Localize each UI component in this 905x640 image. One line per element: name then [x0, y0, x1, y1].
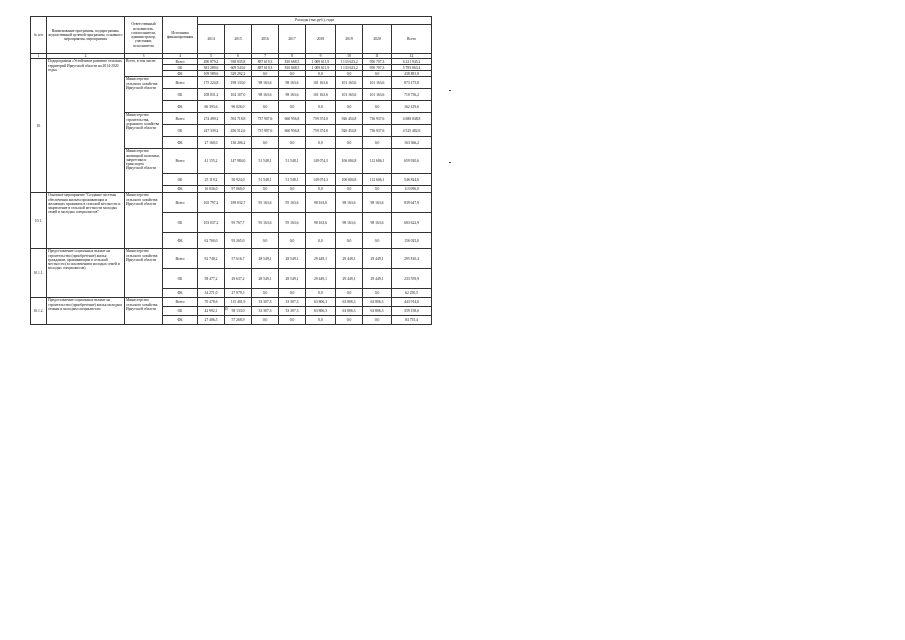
funding-source: Всего	[163, 113, 198, 125]
year-value: 28 549,1	[252, 269, 279, 289]
year-value: 0,0	[252, 71, 279, 77]
total-value: 233 559,9	[392, 269, 432, 289]
table-row	[31, 249, 432, 269]
year-value: 147 984,0	[225, 149, 252, 174]
year-value: 1 133 623,2	[336, 65, 363, 71]
year-value: 63 806,3	[363, 307, 392, 316]
year-value: 98 163,6	[336, 213, 363, 233]
year-value: 98 163,6	[279, 77, 306, 89]
year-value: 1 009 611,9	[306, 59, 336, 65]
year-value: 0,0	[306, 289, 336, 298]
year-value: 0,0	[279, 71, 306, 77]
year-value: 0,0	[363, 101, 392, 113]
year-value: 0,0	[279, 186, 306, 193]
year-value: 33 307,3	[252, 298, 279, 307]
year-value: 926 454,8	[336, 125, 363, 137]
year-value: 106 004,8	[336, 149, 363, 174]
column-number: 3	[125, 54, 163, 59]
header-year: 2016	[252, 25, 279, 54]
funding-source: Всего	[163, 193, 198, 213]
year-value: 29 449,1	[306, 249, 336, 269]
year-value: 0,0	[252, 316, 279, 325]
column-number: 9	[306, 54, 336, 59]
executor: Всего, в том числе:	[125, 59, 163, 77]
year-value: 938 835,8	[225, 59, 252, 65]
year-value: 136 206,2	[225, 137, 252, 149]
year-value: 98 163,6	[279, 89, 306, 101]
year-value: 98 163,6	[306, 213, 336, 233]
year-value: 0,0	[336, 71, 363, 77]
year-value: 165 797,2	[198, 193, 225, 213]
total-value: 443 914,0	[392, 298, 432, 307]
total-value: 873 175,8	[392, 77, 432, 89]
header-executor: Ответственный исполнитель, соисполнители, администратор, участники, исполнители	[125, 17, 163, 54]
year-value: 0,0	[279, 316, 306, 325]
year-value: 95 163,6	[252, 213, 279, 233]
total-value: 839 647,9	[392, 193, 432, 213]
item-number: 10.1.2.	[31, 298, 47, 325]
budget-table	[30, 16, 432, 325]
year-value: 101 163,6	[363, 77, 392, 89]
funding-source: ФБ	[163, 101, 198, 113]
total-value: 359 158,6	[392, 307, 432, 316]
year-value: 247 339,2	[198, 125, 225, 137]
column-number: 4	[163, 54, 198, 59]
funding-source: Всего	[163, 77, 198, 89]
funding-source: ФБ	[163, 289, 198, 298]
year-value: 456 512,6	[225, 125, 252, 137]
funding-source: ОБ	[163, 269, 198, 289]
year-value: 33 307,3	[279, 307, 306, 316]
funding-source: ФБ	[163, 71, 198, 77]
table-row	[31, 59, 432, 65]
header-no: № п/п	[31, 17, 47, 54]
fold-mark	[449, 162, 451, 163]
year-value: 115 401,9	[225, 298, 252, 307]
year-value: 149 074,3	[306, 149, 336, 174]
year-value: 0,0	[363, 289, 392, 298]
column-number: 1	[31, 54, 47, 59]
year-value: 70 478,6	[198, 298, 225, 307]
year-value: 950 707,3	[363, 65, 392, 71]
header-year: 2015	[225, 25, 252, 54]
year-value: 92 748,2	[198, 249, 225, 269]
year-value: 98 163,6	[363, 213, 392, 233]
total-value: 4 688 848,8	[392, 113, 432, 125]
total-value: 546 824,6	[392, 174, 432, 186]
funding-source: ОБ	[163, 65, 198, 71]
year-value: 34 271,0	[198, 289, 225, 298]
year-value: 0,0	[279, 101, 306, 113]
year-value: 660 956,8	[279, 113, 306, 125]
total-value: 6 221 945,2	[392, 59, 432, 65]
year-value: 149 074,3	[306, 174, 336, 186]
year-value: 329 292,2	[225, 71, 252, 77]
year-value: 95 767,7	[225, 213, 252, 233]
year-value: 609 543,6	[225, 65, 252, 71]
year-value: 887 619,3	[252, 59, 279, 65]
year-value: 0,0	[363, 186, 392, 193]
year-value: 29 449,1	[363, 249, 392, 269]
year-value: 98 163,6	[306, 193, 336, 213]
year-value: 198 133,0	[225, 77, 252, 89]
year-value: 0,0	[279, 137, 306, 149]
year-value: 0,0	[336, 101, 363, 113]
column-number: 11	[363, 54, 392, 59]
funding-source: ОБ	[163, 307, 198, 316]
funding-source: ОБ	[163, 213, 198, 233]
year-value: 759 374,0	[306, 125, 336, 137]
year-value: 51 548,1	[279, 149, 306, 174]
funding-source: ОБ	[163, 174, 198, 186]
year-value: 175 224,8	[198, 77, 225, 89]
year-value: 0,0	[279, 233, 306, 249]
year-value: 0,0	[306, 71, 336, 77]
year-value: 592 718,8	[225, 113, 252, 125]
funding-source: ФБ	[163, 137, 198, 149]
total-value: 113 096,0	[392, 186, 432, 193]
executor: Министерство сельского хозяйства Иркутской области	[125, 77, 163, 113]
total-value: 438 881,8	[392, 71, 432, 77]
year-value: 0,0	[279, 289, 306, 298]
executor: Министерство сельского хозяйства Иркутской области	[125, 298, 163, 325]
year-value: 58 477,2	[198, 269, 225, 289]
column-number: 2	[47, 54, 125, 59]
year-value: 810 668,5	[279, 65, 306, 71]
year-value: 96 026,0	[225, 101, 252, 113]
total-value: 162 419,6	[392, 101, 432, 113]
year-value: 0,0	[306, 233, 336, 249]
year-value: 490 879,2	[198, 59, 225, 65]
header-year: 2017	[279, 25, 306, 54]
header-year: 2018	[306, 25, 336, 54]
total-value: 163 366,2	[392, 137, 432, 149]
header-year: 2014	[198, 25, 225, 54]
year-value: 51 548,1	[252, 174, 279, 186]
year-value: 63 806,3	[363, 298, 392, 307]
year-value: 63 806,3	[306, 298, 336, 307]
header-source: Источники финансирования	[163, 17, 198, 54]
fold-mark	[449, 90, 451, 91]
funding-source: Всего	[163, 298, 198, 307]
year-value: 95 163,6	[279, 213, 306, 233]
year-value: 57 268,9	[225, 316, 252, 325]
funding-source: Всего	[163, 249, 198, 269]
year-value: 101 163,6	[306, 89, 336, 101]
year-value: 28 549,1	[279, 249, 306, 269]
year-value: 0,0	[306, 137, 336, 149]
year-value: 759 374,0	[306, 113, 336, 125]
year-value: 63 806,3	[336, 298, 363, 307]
year-value: 736 937,6	[363, 125, 392, 137]
year-value: 98 163,6	[252, 89, 279, 101]
table-row	[31, 298, 432, 307]
executor: Министерство строительства, дорожного хозяйства Иркутской области	[125, 113, 163, 149]
year-value: 103 037,2	[198, 213, 225, 233]
year-value: 737 907,6	[252, 113, 279, 125]
year-value: 101 163,6	[336, 77, 363, 89]
column-number: 6	[225, 54, 252, 59]
year-value: 0,0	[306, 316, 336, 325]
year-value: 109 589,6	[198, 71, 225, 77]
executor: Министерство сельского хозяйства Иркутской области	[125, 249, 163, 298]
year-value: 27 160,0	[198, 137, 225, 149]
year-value: 29 449,1	[336, 269, 363, 289]
year-value: 736 937,6	[363, 113, 392, 125]
total-value: 156 025,0	[392, 233, 432, 249]
table-body	[31, 59, 432, 325]
total-value: 710 756,2	[392, 89, 432, 101]
year-value: 98 163,6	[363, 193, 392, 213]
year-value: 57 616,7	[225, 249, 252, 269]
year-value: 1 133 623,2	[336, 59, 363, 65]
page-number: 35	[224, 307, 228, 311]
funding-source: ФБ	[163, 316, 198, 325]
year-value: 950 707,3	[363, 59, 392, 65]
year-value: 0,0	[363, 71, 392, 77]
year-value: 0,0	[336, 233, 363, 249]
year-value: 27 979,5	[225, 289, 252, 298]
year-value: 0,0	[252, 289, 279, 298]
year-value: 101 163,6	[336, 89, 363, 101]
funding-source: Всего	[163, 59, 198, 65]
year-value: 106 004,8	[336, 174, 363, 186]
year-value: 0,0	[252, 137, 279, 149]
item-name: Основное мероприятие "Создание системы обеспечения жильем проживающих и желающих проживать в сельской местности и закрепление в сельской местности молодых семей и молодых специалистов"	[47, 193, 125, 249]
year-value: 28 549,1	[279, 269, 306, 289]
header-total: Всего	[392, 25, 432, 54]
year-value: 101 163,6	[363, 89, 392, 101]
year-value: 112 606,1	[363, 174, 392, 186]
year-value: 381 289,6	[198, 65, 225, 71]
year-value: 42 992,1	[198, 307, 225, 316]
year-value: 62 760,0	[198, 233, 225, 249]
year-value: 25 119,2	[198, 174, 225, 186]
executor: Министерство сельского хозяйства Иркутской области	[125, 193, 163, 249]
item-name: Предоставление социальных выплат на строительство (приобретение) жилья гражданам, проживающим в сельской местности (за исключением молодых семей и молодых специалистов)	[47, 249, 125, 298]
year-value: 16 036,0	[198, 186, 225, 193]
year-value: 660 956,8	[279, 125, 306, 137]
year-value: 108 831,2	[198, 89, 225, 101]
year-value: 887 619,3	[252, 65, 279, 71]
column-number: 10	[336, 54, 363, 59]
year-value: 0,0	[252, 233, 279, 249]
year-value: 63 806,3	[306, 307, 336, 316]
year-value: 737 907,6	[252, 125, 279, 137]
year-value: 28 549,1	[252, 249, 279, 269]
item-number: 10.1.	[31, 193, 47, 249]
year-value: 41 155,2	[198, 149, 225, 174]
column-number: 12	[392, 54, 432, 59]
total-value: 62 250,5	[392, 289, 432, 298]
header-name: Наименование программы, подпрограммы, ведомственной целевой программы, основного мероприятия, мероприятия	[47, 17, 125, 54]
year-value: 0,0	[252, 186, 279, 193]
total-value: 659 920,6	[392, 149, 432, 174]
year-value: 98 163,6	[252, 77, 279, 89]
header-year: 2019	[336, 25, 363, 54]
year-value: 66 393,6	[198, 101, 225, 113]
year-value: 97 060,0	[225, 186, 252, 193]
item-name: Подпрограмма «Устойчивое развитие сельских территорий Иркутской области на 2014-2020 годы»	[47, 59, 125, 193]
year-value: 29 449,1	[363, 269, 392, 289]
year-value: 0,0	[306, 101, 336, 113]
year-value: 51 548,1	[279, 174, 306, 186]
column-number: 8	[279, 54, 306, 59]
item-number: 10.	[31, 59, 47, 193]
executor: Министерство жилищной политики, энергетики и транспорта Иркутской области	[125, 149, 163, 193]
year-value: 33 307,3	[252, 307, 279, 316]
total-value: 5 783 063,4	[392, 65, 432, 71]
year-value: 93 265,0	[225, 233, 252, 249]
year-value: 189 032,7	[225, 193, 252, 213]
header-year: 2020	[363, 25, 392, 54]
total-value: 683 622,9	[392, 213, 432, 233]
year-value: 95 163,6	[279, 193, 306, 213]
funding-source: ОБ	[163, 89, 198, 101]
year-value: 63 806,3	[336, 307, 363, 316]
year-value: 810 668,5	[279, 59, 306, 65]
funding-source: ФБ	[163, 233, 198, 249]
year-value: 51 548,1	[252, 149, 279, 174]
total-value: 4 525 482,6	[392, 125, 432, 137]
year-value: 98 163,6	[336, 193, 363, 213]
year-value: 27 486,5	[198, 316, 225, 325]
column-number: 7	[252, 54, 279, 59]
year-value: 58 133,0	[225, 307, 252, 316]
year-value: 29 637,2	[225, 269, 252, 289]
funding-source: ФБ	[163, 186, 198, 193]
column-number: 5	[198, 54, 225, 59]
year-value: 0,0	[363, 137, 392, 149]
header-expenses: Расходы (тыс.руб.), годы	[198, 17, 432, 25]
year-value: 0,0	[336, 186, 363, 193]
year-value: 0,0	[363, 233, 392, 249]
item-number: 10.1.1.	[31, 249, 47, 298]
year-value: 112 606,1	[363, 149, 392, 174]
year-value: 102 107,0	[225, 89, 252, 101]
year-value: 0,0	[336, 137, 363, 149]
funding-source: ОБ	[163, 125, 198, 137]
year-value: 0,0	[336, 316, 363, 325]
year-value: 50 924,0	[225, 174, 252, 186]
year-value: 29 449,1	[306, 269, 336, 289]
year-value: 33 307,3	[279, 298, 306, 307]
year-value: 274 499,2	[198, 113, 225, 125]
year-value: 0,0	[363, 316, 392, 325]
total-value: 84 755,4	[392, 316, 432, 325]
year-value: 0,0	[306, 186, 336, 193]
item-name: Предоставление социальных выплат на строительство (приобретение) жилья молодым семьям и молодым специалистам	[47, 298, 125, 325]
year-value: 29 449,1	[336, 249, 363, 269]
year-value: 1 009 611,9	[306, 65, 336, 71]
year-value: 0,0	[336, 289, 363, 298]
year-value: 95 163,6	[252, 193, 279, 213]
year-value: 926 454,8	[336, 113, 363, 125]
table-row	[31, 193, 432, 213]
funding-source: Всего	[163, 149, 198, 174]
year-value: 101 163,6	[306, 77, 336, 89]
total-value: 295 810,4	[392, 249, 432, 269]
year-value: 0,0	[252, 101, 279, 113]
